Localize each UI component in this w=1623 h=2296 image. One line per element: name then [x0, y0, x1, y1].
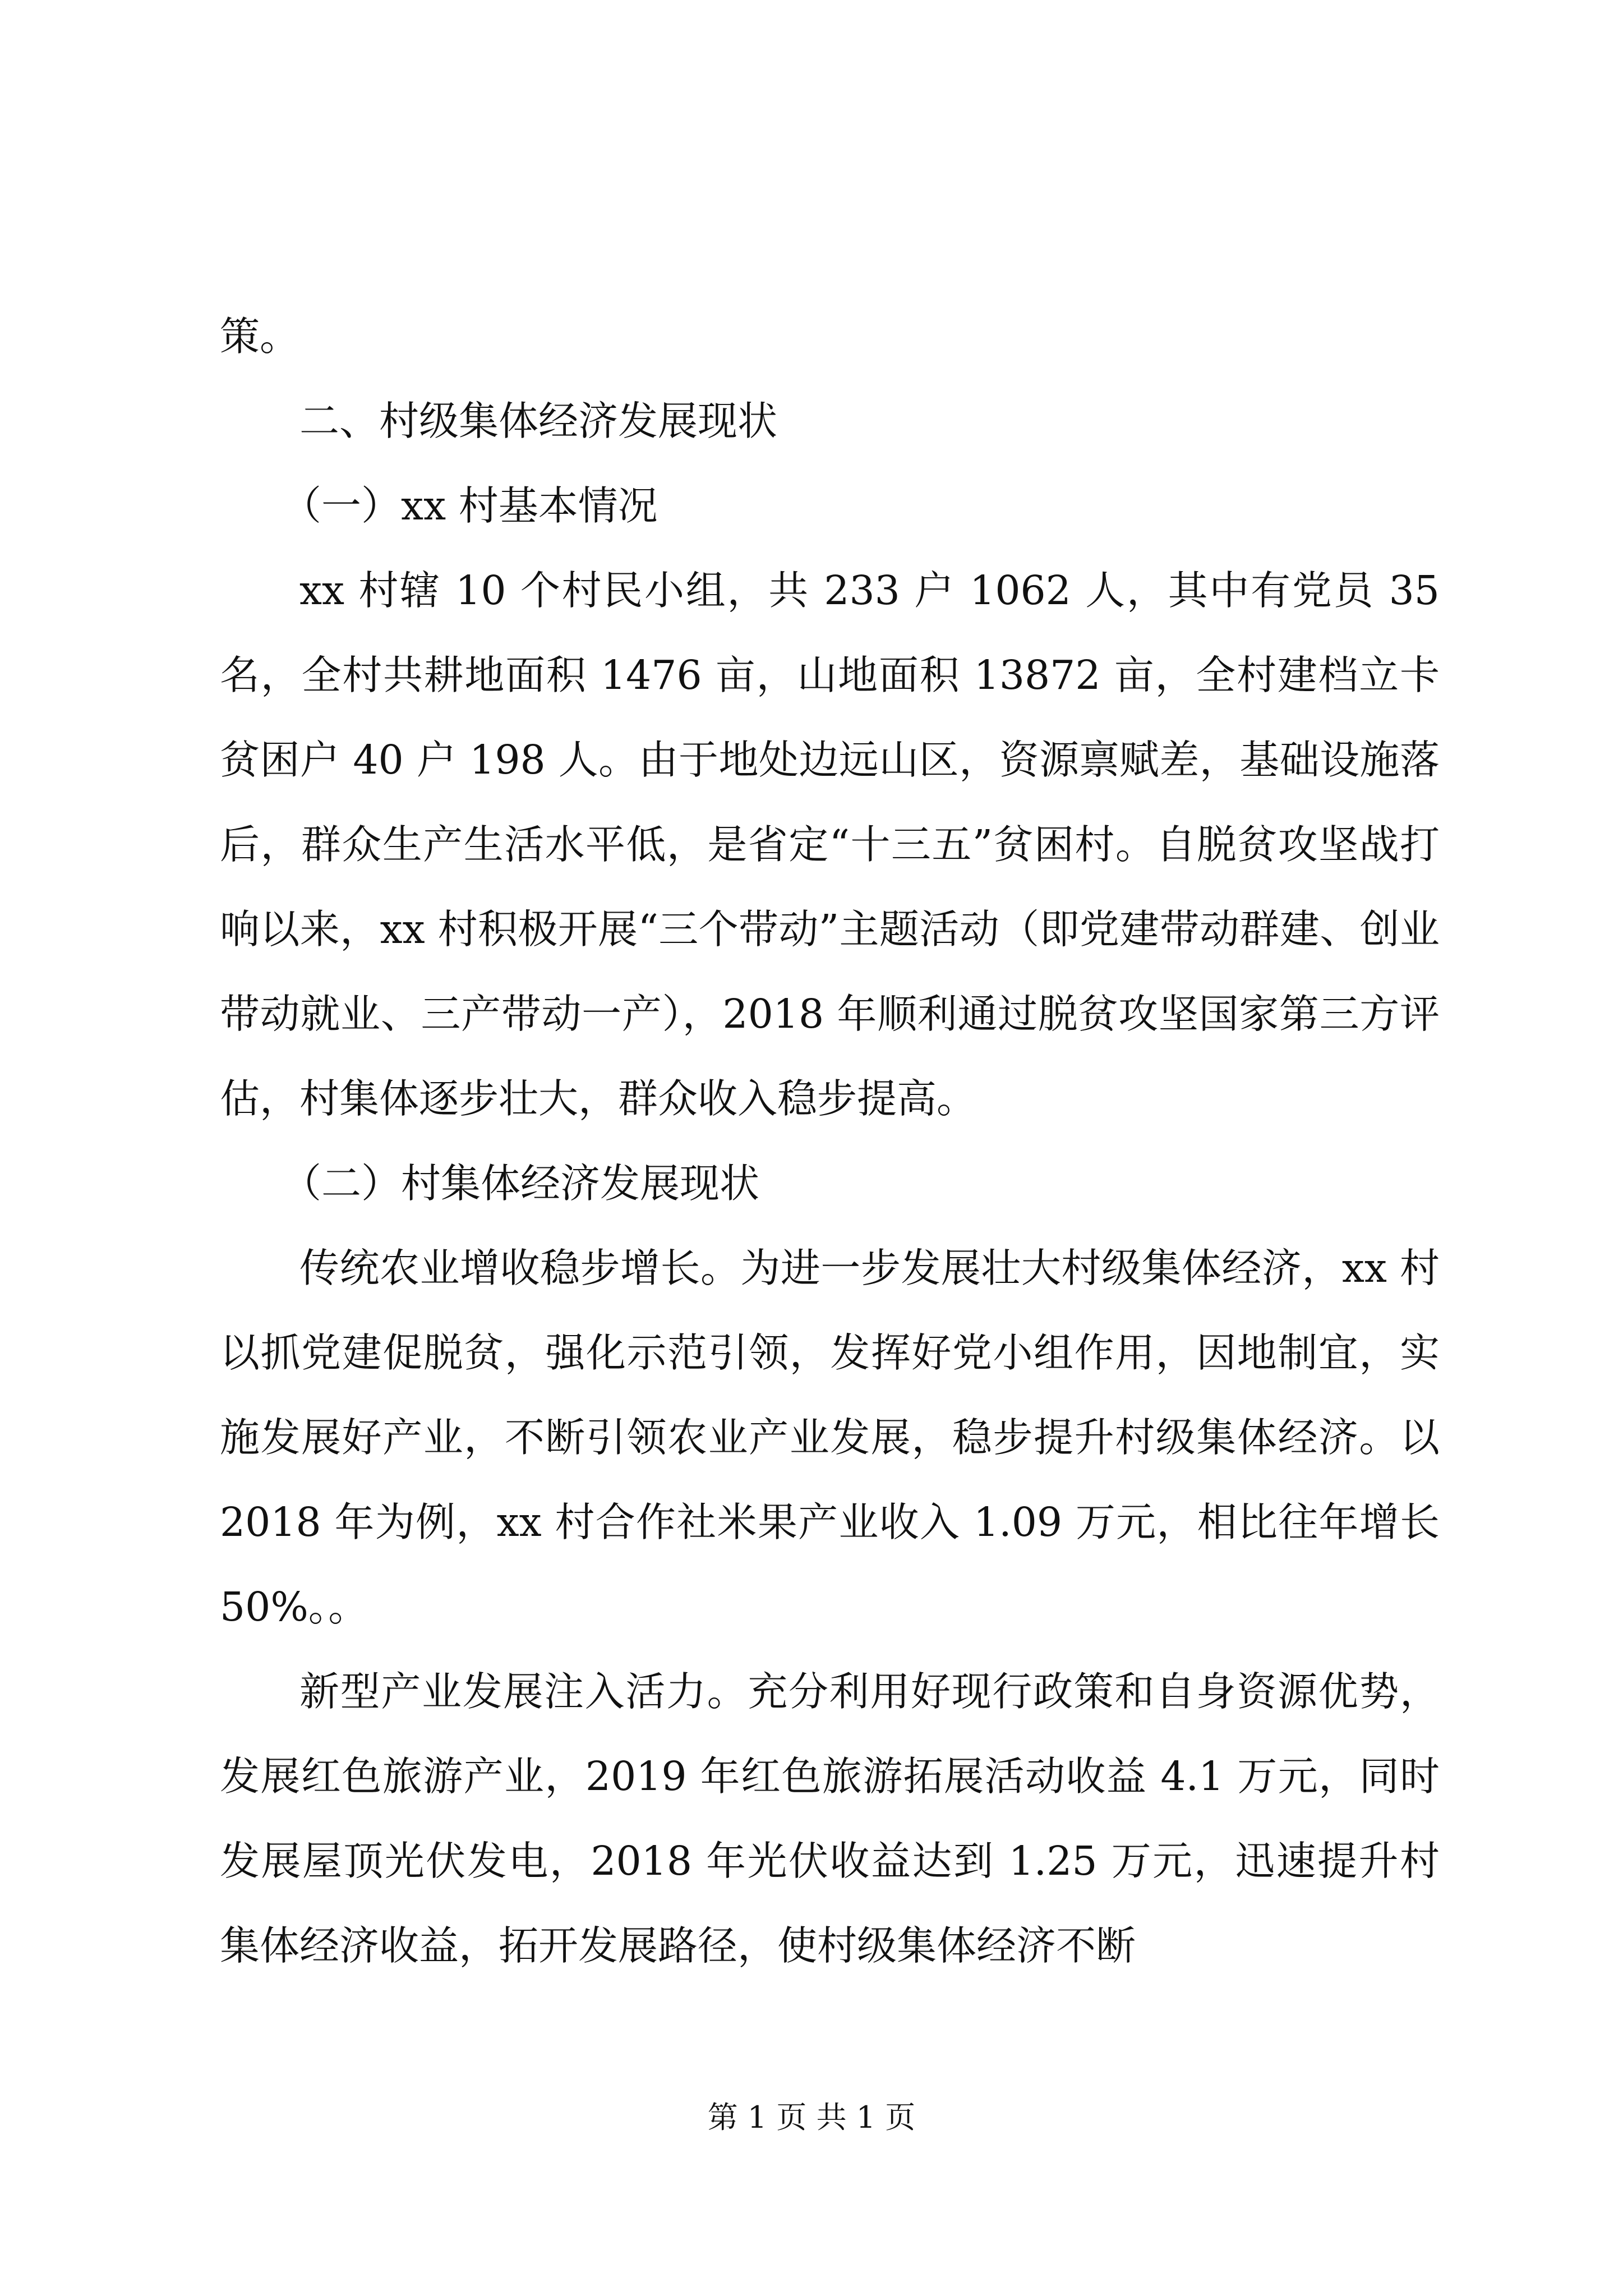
subsection-heading-basic-info: （一）xx 村基本情况 — [282, 482, 658, 529]
page-footer: 第 1 页 共 1 页 — [707, 2100, 916, 2135]
section-heading: 二、村级集体经济发展现状 — [299, 398, 778, 444]
document-body — [220, 294, 1440, 1988]
paragraph-village-overview: xx 村辖 10 个村民小组，共 233 户 1062 人，其中有党员 35 名，全村共耕地面积 1476 亩，山地面积 13872 亩，全村建档立卡贫困户 40 户 198 人。由于地处边远山区，资源禀赋差，基础设施落后，群众生产生活水平低，是省定“十三五”贫困村。自脱贫攻坚战打响以来，xx 村积极开展“三个带动”主题活动（即党建带动群建、创业带动就业、三产带动一产），2018 年顺利通过脱贫攻坚国家第三方评估，村集体逐步壮大，群众收入稳步提高。 — [220, 567, 1440, 1122]
paragraph-new-industries: 新型产业发展注入活力。充分利用好现行政策和自身资源优势，发展红色旅游产业，2019 年红色旅游拓展活动收益 4.1 万元，同时发展屋顶光伏发电，2018 年光伏收益达到 1.25 万元，迅速提升村集体经济收益，拓开发展路径，使村级集体经济不断 — [220, 1668, 1440, 1969]
subsection-heading-economy-status: （二）村集体经济发展现状 — [282, 1160, 760, 1207]
paragraph-continuation: 策。 — [220, 313, 300, 360]
paragraph-traditional-agriculture: 传统农业增收稳步增长。为进一步发展壮大村级集体经济，xx 村以抓党建促脱贫，强化示范引领，发挥好党小组作用，因地制宜，实施发展好产业，不断引领农业产业发展，稳步提升村级集体经济。以 2018 年为例，xx 村合作社米果产业收入 1.09 万元，相比往年增长 50%。。 — [220, 1245, 1440, 1630]
